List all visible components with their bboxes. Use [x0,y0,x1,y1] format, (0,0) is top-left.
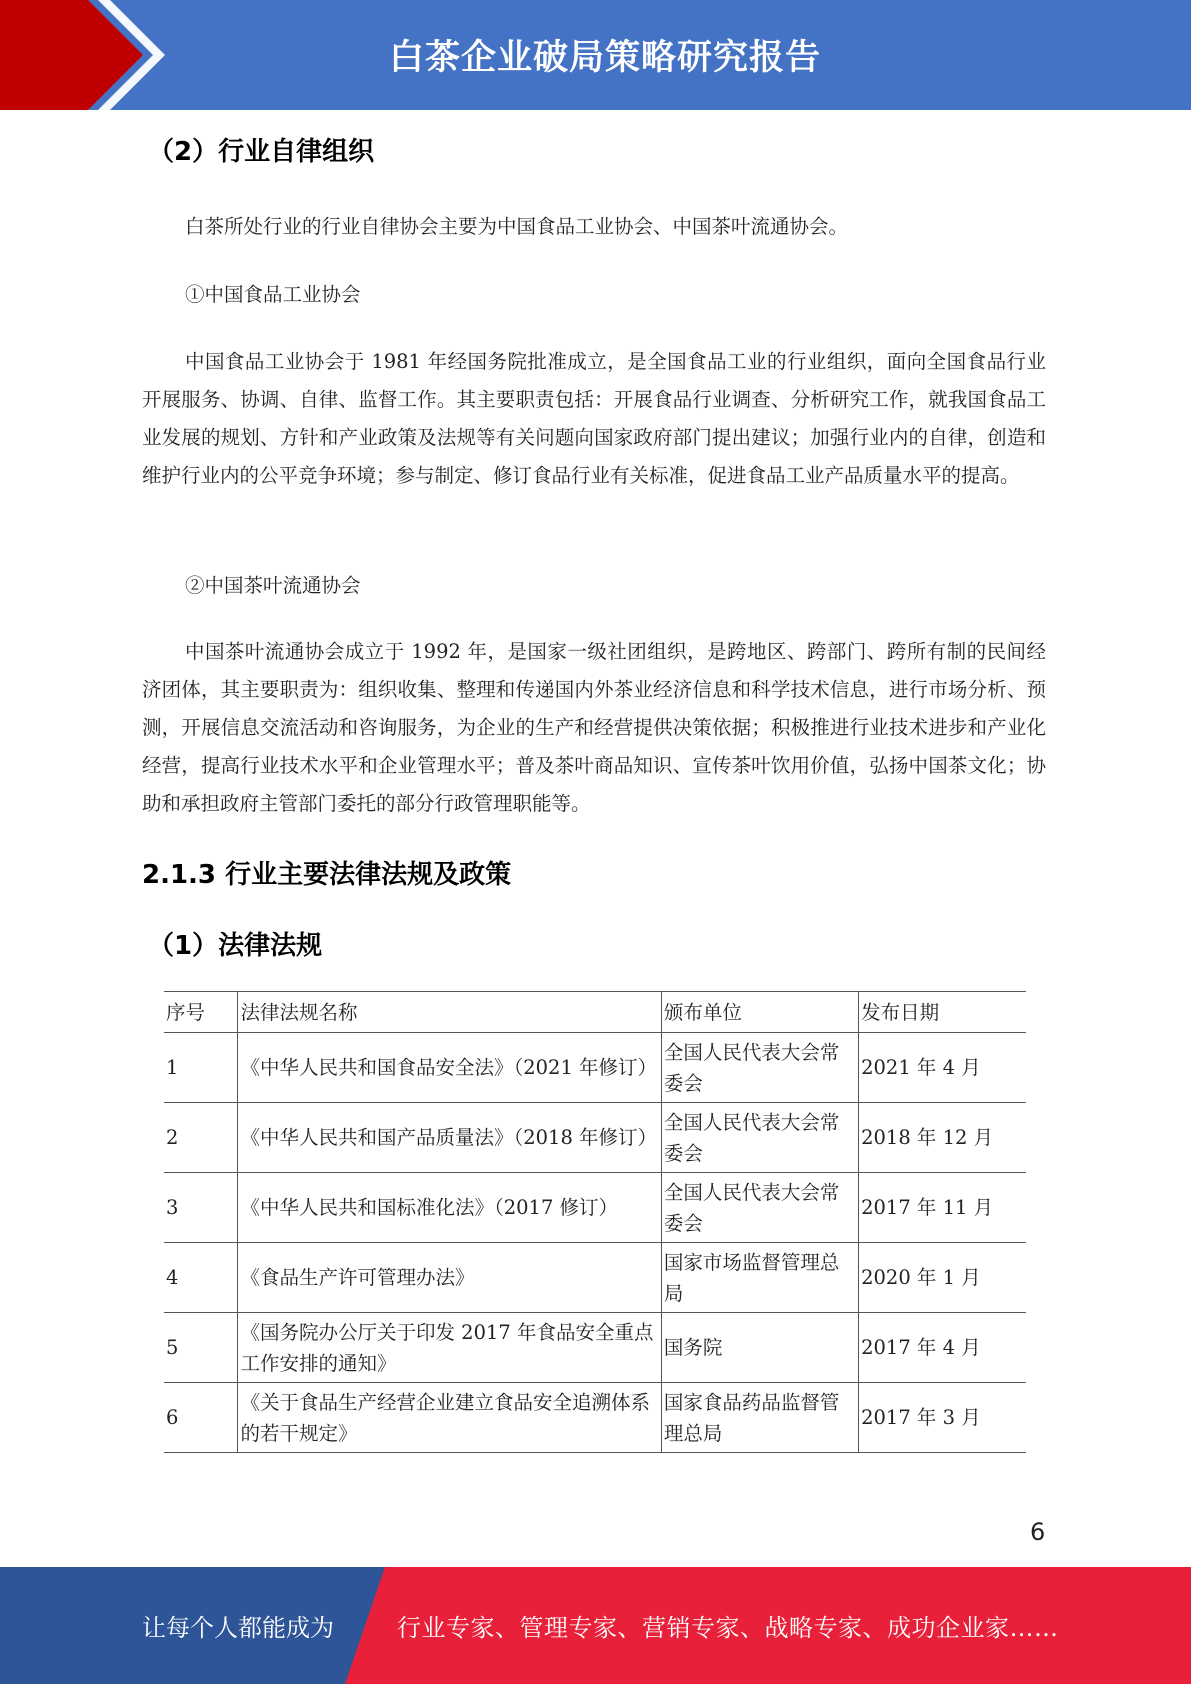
cell-date: 2020 年 1 月 [859,1243,1026,1313]
intro-paragraph: 白茶所处行业的行业自律协会主要为中国食品工业协会、中国茶叶流通协会。 [185,215,849,238]
table-row [164,1173,1026,1243]
cell-law-name: 《中华人民共和国食品安全法》（2021 年修订） [238,1033,661,1103]
cell-date: 2017 年 4 月 [859,1313,1026,1383]
footer-slogan-right: 行业专家、管理专家、营销专家、战略专家、成功企业家…… [397,1614,1059,1642]
cell-index: 6 [164,1383,238,1453]
footer-slogan-left: 让每个人都能成为 [142,1614,334,1642]
cell-date: 2018 年 12 月 [859,1103,1026,1173]
cell-index: 1 [164,1033,238,1103]
subsection-heading-laws: （1）法律法规 [148,931,323,961]
org2-paragraph: 中国茶叶流通协会成立于 1992 年，是国家一级社团组织，是跨地区、跨部门、跨所有制的民间经济团体，其主要职责为：组织收集、整理和传递国内外茶业经济信息和科学技术信息，进行市场分析、预测，开展信息交流活动和咨询服务，为企业的生产和经营提供决策依据；积极推进行业技术进步和产业化经营，提高行业技术水平和企业管理水平；普及茶叶商品知识、宣传茶叶饮用价值，弘扬中国茶文化；协助和承担政府主管部门委托的部分行政管理职能等。 [142,640,1046,815]
cell-law-name: 《中华人民共和国标准化法》（2017 修订） [238,1173,661,1243]
cell-issuer: 全国人民代表大会常委会 [661,1033,858,1103]
section-heading-laws-policies: 2.1.3 行业主要法律法规及政策 [142,860,512,890]
cell-issuer: 全国人民代表大会常委会 [661,1173,858,1243]
table-row [164,1243,1026,1313]
org2-title: ②中国茶叶流通协会 [185,574,361,597]
cell-index: 4 [164,1243,238,1313]
cell-date: 2017 年 3 月 [859,1383,1026,1453]
cell-issuer: 国家市场监督管理总局 [661,1243,858,1313]
table-row [164,1033,1026,1103]
laws-table [164,991,1026,1453]
table-row [164,1313,1026,1383]
cell-law-name: 《中华人民共和国产品质量法》（2018 年修订） [238,1103,661,1173]
header-date: 发布日期 [859,992,1026,1033]
page-footer [0,1567,1191,1684]
header-law-name: 法律法规名称 [238,992,661,1033]
org1-paragraph: 中国食品工业协会于 1981 年经国务院批准成立，是全国食品工业的行业组织，面向全国食品行业开展服务、协调、自律、监督工作。其主要职责包括：开展食品行业调查、分析研究工作，就我国食品工业发展的规划、方针和产业政策及法规等有关问题向国家政府部门提出建议；加强行业内的自律，创造和维护行业内的公平竞争环境；参与制定、修订食品行业有关标准，促进食品工业产品质量水平的提高。 [142,350,1046,487]
report-title: 白茶企业破局策略研究报告 [388,38,821,78]
table-row [164,1103,1026,1173]
cell-index: 3 [164,1173,238,1243]
cell-law-name: 《食品生产许可管理办法》 [238,1243,661,1313]
cell-issuer: 国务院 [661,1313,858,1383]
cell-date: 2017 年 11 月 [859,1173,1026,1243]
header-index: 序号 [164,992,238,1033]
header-issuer: 颁布单位 [661,992,858,1033]
page-header [0,0,1191,110]
page-number: 6 [1030,1518,1046,1546]
cell-date: 2021 年 4 月 [859,1033,1026,1103]
table-row [164,1383,1026,1453]
header-chevron-decoration [0,0,240,110]
cell-law-name: 《国务院办公厅关于印发 2017 年食品安全重点工作安排的通知》 [238,1313,661,1383]
cell-index: 2 [164,1103,238,1173]
section-heading-self-regulatory: （2）行业自律组织 [148,137,375,167]
table-header-row [164,992,1026,1033]
cell-issuer: 国家食品药品监督管理总局 [661,1383,858,1453]
cell-index: 5 [164,1313,238,1383]
org1-title: ①中国食品工业协会 [185,283,361,306]
cell-issuer: 全国人民代表大会常委会 [661,1103,858,1173]
cell-law-name: 《关于食品生产经营企业建立食品安全追溯体系的若干规定》 [238,1383,661,1453]
